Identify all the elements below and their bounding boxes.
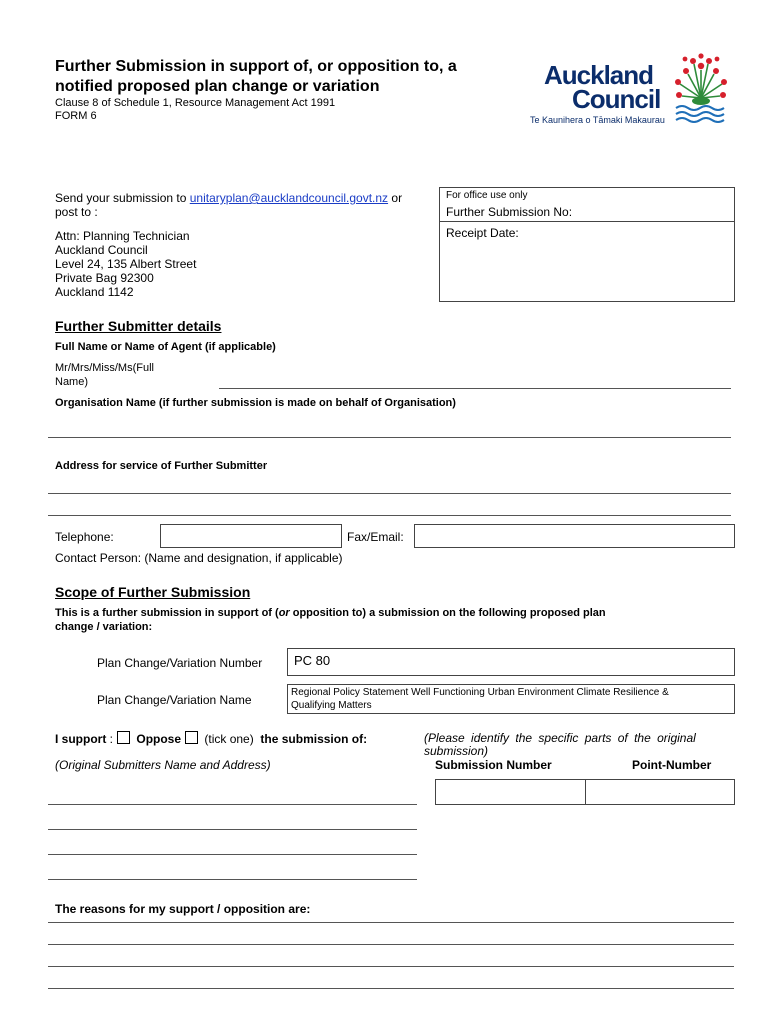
title-label-cont: Name) [55, 376, 89, 388]
original-submitter-field-line1[interactable] [48, 804, 417, 805]
scope-intro-line2: change / variation: [55, 621, 153, 633]
plan-name-input[interactable] [287, 684, 735, 714]
identify-parts-note-cont: submission) [424, 744, 489, 758]
receipt-date-label: Receipt Date: [446, 226, 519, 240]
telephone-label: Telephone: [55, 530, 114, 544]
address-field-line2[interactable] [48, 515, 731, 516]
logo-tagline: Te Kaunihera o Tāmaki Makaurau [530, 115, 665, 125]
fax-email-label: Fax/Email: [347, 530, 404, 544]
postal-address-line: Auckland 1142 [55, 285, 134, 299]
support-checkbox[interactable] [117, 731, 130, 744]
plan-name-value: Regional Policy Statement Well Functioning Urban Environment Climate Resilience & [291, 687, 669, 698]
form-number: FORM 6 [55, 110, 97, 122]
contact-person-label: Contact Person: (Name and designation, if applicable) [55, 551, 343, 565]
fax-email-input[interactable] [414, 524, 735, 548]
original-submitter-field-line4[interactable] [48, 879, 417, 880]
clause-reference: Clause 8 of Schedule 1, Resource Management Act 1991 [55, 97, 336, 109]
oppose-label: Oppose [136, 732, 182, 746]
telephone-input[interactable] [160, 524, 342, 548]
postal-address-line: Private Bag 92300 [55, 271, 154, 285]
full-name-field[interactable] [219, 388, 731, 389]
further-submission-no-label: Further Submission No: [446, 205, 573, 219]
organisation-name-field[interactable] [48, 437, 731, 438]
support-oppose-row [55, 731, 367, 746]
scope-intro-or: or [278, 607, 290, 619]
organisation-name-label: Organisation Name (if further submission is made on behalf of Organisation) [55, 397, 456, 409]
logo-word-council: Council [572, 84, 661, 114]
submission-email-link[interactable]: unitaryplan@aucklandcouncil.govt.nz [189, 191, 389, 205]
postal-address-line: Attn: Planning Technician [55, 229, 190, 243]
original-submitter-field-line3[interactable] [48, 854, 417, 855]
submission-number-input[interactable] [435, 779, 586, 805]
address-for-service-label: Address for service of Further Submitter [55, 460, 268, 472]
send-suffix: or [391, 191, 403, 205]
submitter-section-title: Further Submitter details [55, 318, 222, 334]
office-use-heading: For office use only [446, 190, 528, 201]
office-divider [440, 221, 734, 222]
full-name-label: Full Name or Name of Agent (if applicable) [55, 341, 276, 353]
tick-one-note: (tick one) [204, 732, 254, 746]
reasons-field-line2[interactable] [48, 944, 734, 945]
scope-intro-part: opposition to) a submission on the following proposed plan [289, 607, 606, 619]
support-label: I support [55, 732, 107, 746]
plan-name-value-cont: Qualifying Matters [291, 700, 372, 711]
form-title-line2: notified proposed plan change or variation [55, 78, 380, 95]
auckland-council-logo [528, 52, 733, 132]
plan-number-value: PC 80 [294, 653, 331, 668]
office-use-box [439, 187, 735, 302]
postal-address-line: Auckland Council [55, 243, 148, 257]
postal-address-line: Level 24, 135 Albert Street [55, 257, 197, 271]
original-submitter-label: (Original Submitters Name and Address) [55, 758, 271, 772]
plan-number-label: Plan Change/Variation Number [97, 656, 263, 670]
support-colon: : [109, 732, 114, 746]
send-prefix: Send your submission to [55, 191, 187, 205]
title-label: Mr/Mrs/Miss/Ms(Full [55, 362, 154, 374]
send-instructions [55, 191, 402, 205]
reasons-field-line1[interactable] [48, 922, 734, 923]
submission-of-label: the submission of: [260, 732, 368, 746]
reasons-field-line4[interactable] [48, 988, 734, 989]
pohutukawa-flower-icon [670, 52, 732, 126]
post-to-label: post to : [55, 205, 98, 219]
scope-intro-part: This is a further submission in support of ( [55, 607, 279, 619]
oppose-checkbox[interactable] [185, 731, 198, 744]
scope-section-title: Scope of Further Submission [55, 584, 251, 600]
point-number-input[interactable] [585, 779, 735, 805]
original-submitter-field-line2[interactable] [48, 829, 417, 830]
reasons-label: The reasons for my support / opposition are: [55, 902, 311, 916]
identify-parts-note: (Please identify the specific parts of the original [424, 731, 696, 745]
plan-number-input[interactable] [287, 648, 735, 676]
point-number-header: Point-Number [632, 758, 712, 772]
address-field-line1[interactable] [48, 493, 731, 494]
reasons-field-line3[interactable] [48, 966, 734, 967]
plan-name-label: Plan Change/Variation Name [97, 693, 252, 707]
logo-word-auckland: Auckland [544, 60, 654, 90]
form-title-line1: Further Submission in support of, or opposition to, a [55, 58, 457, 75]
submission-number-header: Submission Number [435, 758, 552, 772]
scope-intro [55, 606, 606, 620]
